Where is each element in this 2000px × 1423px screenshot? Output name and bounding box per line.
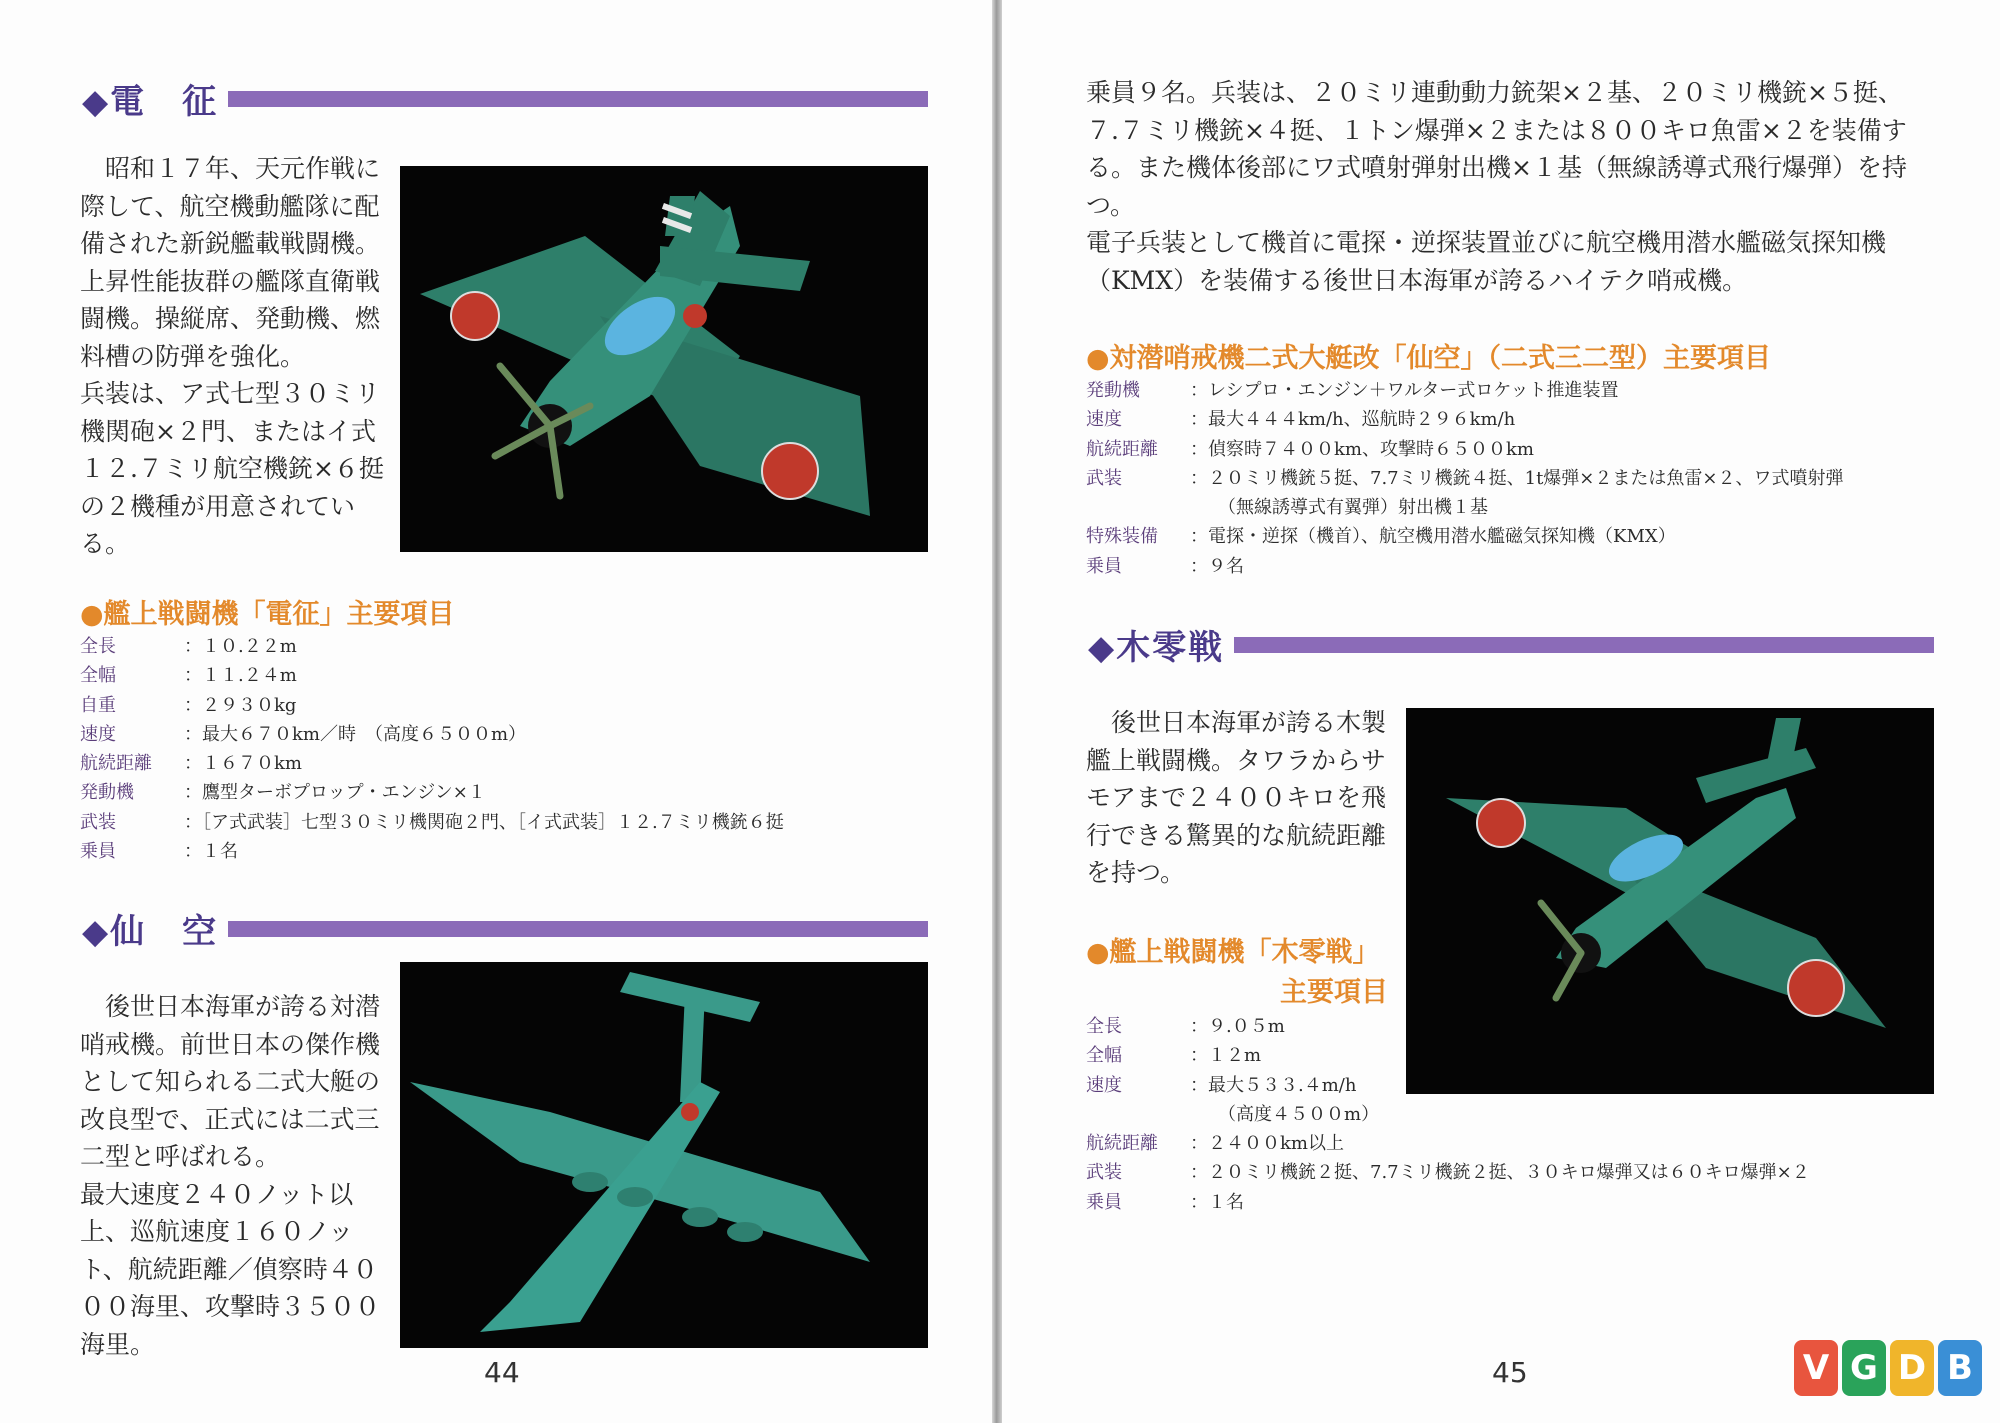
spec-value: ：１名 — [184, 841, 238, 863]
spec-label: 武装 — [1086, 467, 1122, 489]
book-spine — [992, 0, 1002, 1423]
senku-paragraph: 電子兵装として機首に電探・逆探装置並びに航空機用潜水艦磁気探知機（KMX）を装備する後世日本海軍が誇るハイテク哨戒機。 — [1086, 228, 1887, 295]
senku-description — [80, 988, 392, 1363]
spec-value-line: ：最大５３３.４m/h — [1190, 1074, 1357, 1096]
senku-spec-heading: ●対潜哨戒機二式大艇改「仙空」（二式三二型）主要項目 — [1086, 343, 1772, 374]
section-header-mokureisen — [1088, 620, 1934, 669]
spec-value: ：２４００km以上 — [1190, 1133, 1344, 1155]
spec-value: ：２０ミリ機銃２挺、7.7ミリ機銃２挺、３０キロ爆弾又は６０キロ爆弾×２ — [1190, 1162, 1810, 1184]
spec-value: ：１６７０km — [184, 753, 302, 775]
right-page — [1002, 0, 2000, 1423]
spec-label: 乗員 — [80, 841, 116, 863]
senku-spec-table — [1086, 376, 1843, 581]
spec-value: ：２９３０kg — [184, 694, 297, 716]
spec-value-continuation: （高度４５００m） — [1218, 1103, 1380, 1125]
spec-value: ：１２m — [1190, 1045, 1262, 1067]
spec-row — [80, 837, 784, 866]
senku-paragraph: 後世日本海軍が誇る対潜哨戒機。前世日本の傑作機として知られる二式大艇の改良型で、正式には二式三二型と呼ばれる。 — [80, 992, 381, 1171]
flying-boat-illustration — [400, 962, 928, 1348]
spec-label: 自重 — [80, 694, 116, 716]
watermark-letter: V — [1794, 1340, 1838, 1396]
denshou-paragraph: 兵装は、ア式七型３０ミリ機関砲×２門、またはイ式１２.７ミリ航空機銃×６挺の２機種が用意されている。 — [80, 379, 384, 558]
spec-value: ：１１.２４m — [184, 665, 297, 687]
spec-label: 武装 — [80, 811, 116, 833]
spec-label: 全長 — [1086, 1016, 1122, 1037]
spec-row — [80, 661, 784, 690]
spec-value — [1190, 464, 1843, 523]
spec-row — [80, 720, 784, 749]
spec-row — [1086, 435, 1843, 464]
spec-label: 武装 — [1086, 1162, 1122, 1184]
spec-value: ：最大６７０km／時 （高度６５００m） — [184, 723, 527, 745]
spec-value: ：１名 — [1190, 1191, 1244, 1213]
spec-label: 特殊装備 — [1086, 526, 1158, 548]
denshou-paragraph: 昭和１７年、天元作戦に際して、航空機動艦隊に配備された新鋭艦載戦闘機。 — [80, 154, 381, 258]
spec-row — [1086, 552, 1843, 581]
spec-label: 速度 — [80, 723, 116, 745]
watermark-letter: G — [1842, 1340, 1886, 1396]
senku-description-continued — [1086, 74, 1926, 299]
senku-paragraph: 乗員９名。兵装は、２０ミリ連動動力銃架×２基、２０ミリ機銃×５挺、７.７ミリ機銃×４挺、１トン爆弾×２または８００キロ魚雷×２を装備する。また機体後部にワ式噴射弾射出機×１基（無線誘導式飛行爆弾）を持つ。 — [1086, 78, 1907, 220]
spec-row — [80, 691, 784, 720]
spec-value: ：レシプロ・エンジン＋ワルター式ロケット推進装置 — [1190, 380, 1619, 401]
section-title-senku: ◆仙 空 — [82, 912, 219, 952]
spec-row — [1086, 464, 1843, 523]
mokureisen-spec-table — [1086, 1012, 1810, 1217]
spec-value: ：９名 — [1190, 555, 1244, 577]
spec-value: ：［ア式武装］七型３０ミリ機関砲２門、［イ式武装］１２.７ミリ機銃６挺 — [184, 811, 784, 833]
senku-paragraph: 最大速度２４０ノット以上、巡航速度１６０ノット、航続距離／偵察時４０００海里、攻撃時３５００海里。 — [80, 1179, 381, 1359]
spec-row — [1086, 1188, 1810, 1217]
section-title-mokureisen: ◆木零戦 — [1088, 628, 1225, 668]
denshou-paragraph: 上昇性能抜群の艦隊直衛戦闘機。操縦席、発動機、燃料槽の防弾を強化。 — [80, 266, 381, 371]
spec-value-line: ：２０ミリ機銃５挺、7.7ミリ機銃４挺、1t爆弾×２または魚雷×２、ワ式噴射弾 — [1190, 467, 1844, 489]
section-divider-bar — [228, 91, 928, 107]
spec-row — [80, 808, 784, 837]
spec-label: 発動機 — [1086, 380, 1140, 401]
spec-value-continuation: （無線誘導式有翼弾）射出機１基 — [1218, 497, 1488, 519]
section-header-senku — [82, 904, 928, 953]
page-number-left: 44 — [484, 1356, 520, 1389]
spec-label: 乗員 — [1086, 555, 1122, 577]
spec-value — [1190, 1071, 1379, 1130]
spec-label: 速度 — [1086, 1074, 1122, 1096]
mokureisen-description — [1086, 704, 1398, 892]
section-divider-bar — [1234, 637, 1934, 653]
spec-label: 航続距離 — [1086, 1133, 1158, 1155]
fighter-plane-illustration — [400, 166, 928, 552]
spec-row — [1086, 1129, 1810, 1158]
spec-label: 乗員 — [1086, 1191, 1122, 1213]
spec-row — [1086, 1012, 1810, 1041]
spec-row — [1086, 522, 1843, 551]
spec-row — [80, 632, 784, 661]
denshou-description — [80, 150, 392, 563]
spec-value: ：最大４４４km/h、巡航時２９６km/h — [1190, 409, 1516, 431]
section-title-denshou: ◆電 征 — [82, 82, 219, 122]
spec-value: ：９.０５m — [1190, 1016, 1285, 1037]
spec-label: 全幅 — [80, 665, 116, 687]
mokureisen-spec-heading-2: 主要項目 — [1280, 977, 1388, 1008]
denshou-spec-heading: ●艦上戦闘機「電征」主要項目 — [80, 599, 455, 630]
spec-label: 全長 — [80, 636, 116, 657]
spec-row — [1086, 1071, 1810, 1130]
mokureisen-spec-heading: ●艦上戦闘機「木零戦」 — [1086, 937, 1380, 968]
spec-value: ：鷹型ターボプロップ・エンジン×１ — [184, 782, 486, 804]
mokureisen-paragraph: 後世日本海軍が誇る木製艦上戦闘機。タワラからサモアまで２４００キロを飛行できる驚異的な航続距離を持つ。 — [1086, 708, 1387, 887]
senku-flying-boat-photo — [400, 962, 928, 1348]
spec-label: 航続距離 — [80, 753, 152, 775]
spec-value: ：偵察時７４００km、攻撃時６５００km — [1190, 438, 1534, 460]
left-page — [0, 0, 992, 1423]
spec-value: ：電探・逆探（機首）、航空機用潜水艦磁気探知機（KMX） — [1190, 526, 1676, 548]
spec-row — [1086, 1041, 1810, 1070]
page-number-right: 45 — [1492, 1356, 1528, 1389]
spec-row — [1086, 1158, 1810, 1187]
spec-label: 航続距離 — [1086, 438, 1158, 460]
spec-row — [80, 778, 784, 807]
spec-label: 全幅 — [1086, 1045, 1122, 1067]
spec-row — [1086, 376, 1843, 405]
section-header-denshou — [82, 74, 928, 123]
watermark-letter: D — [1890, 1340, 1934, 1396]
section-divider-bar — [228, 921, 928, 937]
spec-value: ：１０.２２m — [184, 636, 297, 657]
denshou-fighter-photo — [400, 166, 928, 552]
spec-label: 発動機 — [80, 782, 134, 804]
spec-row — [1086, 405, 1843, 434]
vgdb-watermark-logo — [1794, 1340, 1982, 1396]
spec-row — [80, 749, 784, 778]
spec-label: 速度 — [1086, 409, 1122, 431]
watermark-letter: B — [1938, 1340, 1982, 1396]
denshou-spec-table — [80, 632, 784, 866]
